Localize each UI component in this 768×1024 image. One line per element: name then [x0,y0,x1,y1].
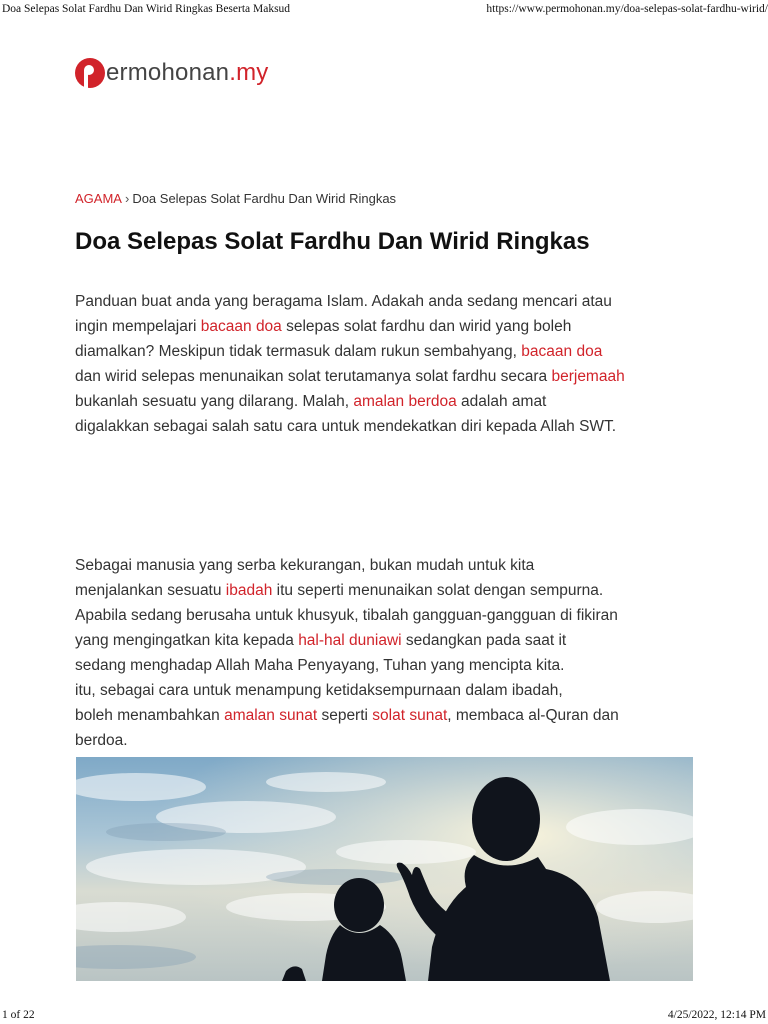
inline-article-link[interactable]: solat sunat [372,707,448,724]
paragraph-line [75,678,619,703]
logo-p-icon [75,58,105,88]
breadcrumb-current: Doa Selepas Solat Fardhu Dan Wirid Ringkas [132,191,397,206]
paragraph-line [75,389,625,414]
paragraph-text: dan wirid selepas menunaikan solat terutamanya solat fardhu secara [75,368,552,385]
paragraph-line [75,578,619,603]
paragraph-text: digalakkan sebagai salah satu cara untuk mendekatkan diri kepada Allah SWT. [75,418,617,435]
paragraph-text: selepas solat fardhu dan wirid yang boleh [281,318,572,335]
print-document-title: Doa Selepas Solat Fardhu Dan Wirid Ringkas Beserta Maksud [2,3,291,15]
breadcrumb [75,191,396,206]
article-hero-image [76,757,693,981]
logo-text [106,59,268,87]
print-header [0,0,768,20]
inline-article-link[interactable]: berjemaah [551,368,625,385]
inline-article-link[interactable]: amalan sunat [224,707,318,724]
site-logo[interactable] [75,58,268,88]
paragraph-line [75,339,625,364]
breadcrumb-separator: › [124,191,130,206]
logo-suffix: .my [229,59,269,86]
paragraph-text: sedang menghadap Allah Maha Penyayang, Tuhan yang mencipta kita. [75,657,565,674]
paragraph-line [75,728,619,753]
paragraph-line [75,628,619,653]
paragraph-text: yang mengingatkan kita kepada [75,632,299,649]
paragraph-text: Sebagai manusia yang serba kekurangan, bukan mudah untuk kita [75,557,535,574]
logo-main: ermohonan [106,59,230,86]
paragraph-line [75,653,619,678]
inline-article-link[interactable]: amalan berdoa [353,393,457,410]
paragraph-text: itu, sebagai cara untuk menampung ketidaksempurnaan dalam ibadah, [75,682,563,699]
paragraph-text: Panduan buat anda yang beragama Islam. Adakah anda sedang mencari atau [75,293,612,310]
paragraph-text: adalah amat [456,393,547,410]
paragraph-line [75,414,625,439]
paragraph-line [75,553,619,578]
paragraph-line [75,314,625,339]
article-paragraph-2 [75,553,619,753]
inline-article-link[interactable]: hal-hal duniawi [298,632,402,649]
paragraph-text: boleh menambahkan [75,707,225,724]
inline-article-link[interactable]: bacaan doa [200,318,282,335]
print-datetime: 4/25/2022, 12:14 PM [667,1009,766,1021]
paragraph-text: ingin mempelajari [75,318,201,335]
paragraph-line [75,603,619,628]
page-title: Doa Selepas Solat Fardhu Dan Wirid Ringkas [75,228,590,255]
article-paragraph-1 [75,289,625,439]
paragraph-line [75,364,625,389]
paragraph-text: sedangkan pada saat it [401,632,567,649]
praying-silhouette-image [76,757,693,981]
paragraph-text: itu seperti menunaikan solat dengan sempurna. [272,582,604,599]
inline-article-link[interactable]: ibadah [225,582,273,599]
print-document-url: https://www.permohonan.my/doa-selepas-solat-fardhu-wirid/ [486,3,768,15]
paragraph-text: bukanlah sesuatu yang dilarang. Malah, [75,393,354,410]
paragraph-text: , membaca al-Quran dan [447,707,619,724]
paragraph-line [75,289,625,314]
page-counter: 1 of 22 [2,1009,35,1021]
paragraph-text: berdoa. [75,732,128,749]
breadcrumb-category-link[interactable]: AGAMA [75,191,122,206]
paragraph-text: diamalkan? Meskipun tidak termasuk dalam rukun sembahyang, [75,343,522,360]
print-footer [0,1007,768,1024]
paragraph-line [75,703,619,728]
paragraph-text: menjalankan sesuatu [75,582,226,599]
inline-article-link[interactable]: bacaan doa [521,343,603,360]
paragraph-text: seperti [317,707,373,724]
paragraph-text: Apabila sedang berusaha untuk khusyuk, tibalah gangguan-gangguan di fikiran [75,607,618,624]
